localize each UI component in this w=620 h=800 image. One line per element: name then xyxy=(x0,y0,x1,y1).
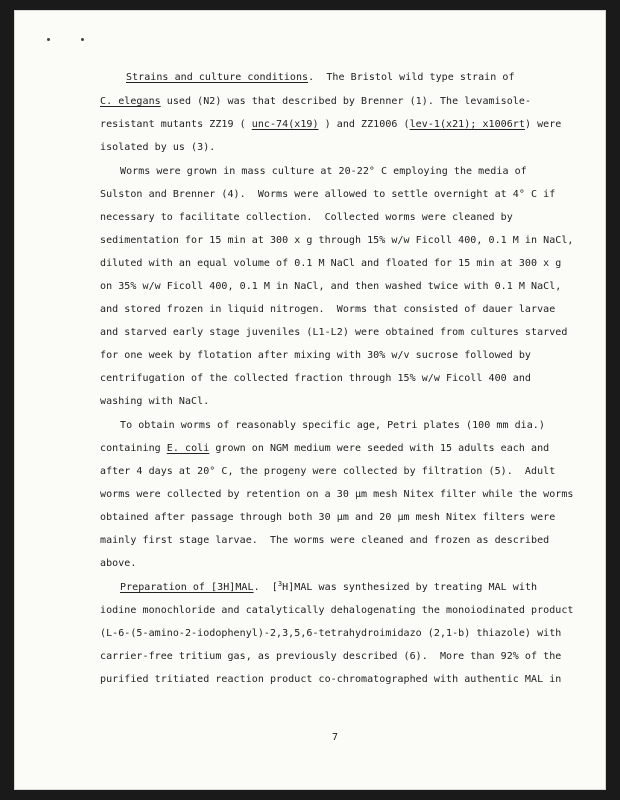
scan-speck xyxy=(47,38,50,41)
gene-name: lev-1(x21); x1006rt xyxy=(409,119,525,130)
gene-name: unc-74(x19) xyxy=(251,119,319,130)
species-name: C. elegans xyxy=(100,96,161,107)
para2-line: and starved early stage juveniles (L1-L2) were obtained from cultures starved xyxy=(100,327,568,338)
para2-line: on 35% w/w Ficoll 400, 0.1 M in NaCl, and then washed twice with 0.1 M NaCl, xyxy=(100,281,562,292)
para1-line-2: C. elegans used (N2) was that described by Brenner (1). The levamisole- xyxy=(100,96,532,107)
para2-line: sedimentation for 15 min at 300 x g through 15% w/w Ficoll 400, 0.1 M in NaCl, xyxy=(100,235,574,246)
section-heading-preparation: Preparation of [3H]MAL xyxy=(120,582,254,593)
para2-line: and stored frozen in liquid nitrogen. Worms that consisted of dauer larvae xyxy=(100,304,556,315)
para3-line: mainly first stage larvae. The worms were cleaned and frozen as described xyxy=(100,535,550,546)
para2-line: diluted with an equal volume of 0.1 M NaCl and floated for 15 min at 300 x g xyxy=(100,258,562,269)
para3-line-1: To obtain worms of reasonably specific age, Petri plates (100 mm dia.) xyxy=(120,420,545,431)
scan-speck xyxy=(81,38,84,41)
para4-line: (L-6-(5-amino-2-iodophenyl)-2,3,5,6-tetrahydroimidazo (2,1-b) thiazole) with xyxy=(100,628,562,639)
para3-line: above. xyxy=(100,558,137,569)
para1-line-3: resistant mutants ZZ19 ( unc-74(x19) ) and ZZ1006 (lev-1(x21); x1006rt) were xyxy=(100,119,562,130)
para1-line-4: isolated by us (3). xyxy=(100,142,216,153)
document-page xyxy=(14,10,606,790)
para2-line: centrifugation of the collected fraction through 15% w/w Ficoll 400 and xyxy=(100,373,532,384)
para3-line-2: containing E. coli grown on NGM medium were seeded with 15 adults each and xyxy=(100,443,550,454)
para2-line: for one week by flotation after mixing with 30% w/v sucrose followed by xyxy=(100,350,532,361)
para3-line: worms were collected by retention on a 30 μm mesh Nitex filter while the worms xyxy=(100,489,574,500)
para3-line: obtained after passage through both 30 μm and 20 μm mesh Nitex filters were xyxy=(100,512,556,523)
para2-line: Worms were grown in mass culture at 20-22° C employing the media of xyxy=(120,166,527,177)
para1-line-1: Strains and culture conditions. The Bristol wild type strain of xyxy=(126,72,515,83)
page-number: 7 xyxy=(332,732,339,743)
para2-line: Sulston and Brenner (4). Worms were allowed to settle overnight at 4° C if xyxy=(100,189,556,200)
para4-line: carrier-free tritium gas, as previously described (6). More than 92% of the xyxy=(100,651,562,662)
isotope-superscript: 3 xyxy=(277,580,283,588)
para2-line: washing with NaCl. xyxy=(100,396,210,407)
species-name: E. coli xyxy=(166,443,210,454)
para3-line: after 4 days at 20° C, the progeny were collected by filtration (5). Adult xyxy=(100,466,556,477)
section-heading-strains: Strains and culture conditions xyxy=(126,72,309,83)
para4-line-1: Preparation of [3H]MAL. [$^3$H]MAL was synthesized by treating MAL with xyxy=(120,580,538,593)
para4-line: iodine monochloride and catalytically dehalogenating the monoiodinated product xyxy=(100,605,574,616)
para4-line: purified tritiated reaction product co-chromatographed with authentic MAL in xyxy=(100,674,562,685)
para2-line: necessary to facilitate collection. Collected worms were cleaned by xyxy=(100,212,513,223)
